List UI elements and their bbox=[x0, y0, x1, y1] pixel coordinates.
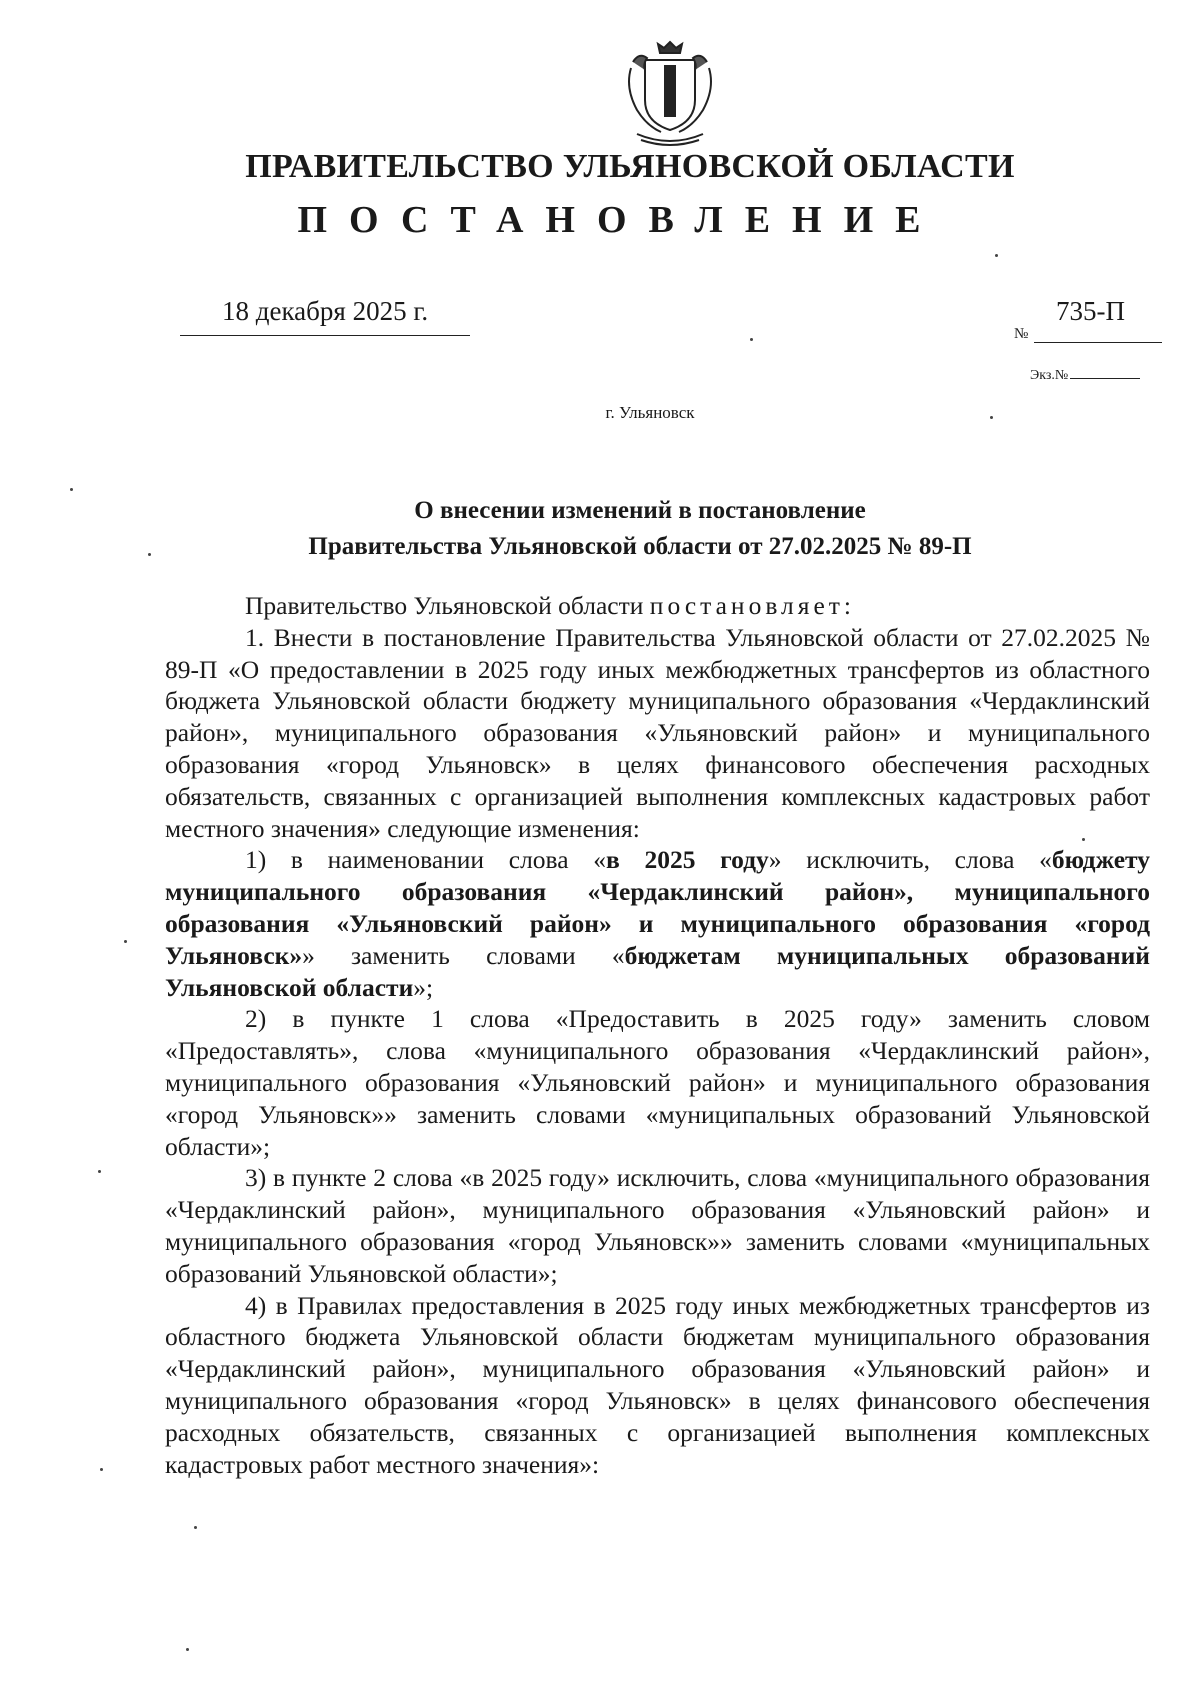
scan-speck bbox=[750, 338, 753, 341]
scan-speck bbox=[990, 416, 993, 419]
p2-text-e: » заменить словами « bbox=[302, 940, 625, 970]
paragraph-1-1 bbox=[165, 844, 1150, 1003]
p2-text-a: 1) в наименовании слова « bbox=[245, 845, 607, 875]
date-underline bbox=[180, 335, 470, 336]
p2-text-c: » исключить, слова « bbox=[768, 845, 1052, 875]
paragraph-1: 1. Внести в постановление Правительства Ульяновской области от 27.02.2025 № 89-П «О предоставлении в 2025 году иных межбюджетных трансфертов из областного бюджета Ульяновской области бюджету муниципального образования «Чердаклинский район», муниципального образования «Ульяновский район» и муниципального образования «город Ульяновск» в целях финансового обеспечения расходных обязательств, связанных с организацией выполнения комплексных кадастровых работ местного значения» следующие изменения: bbox=[165, 622, 1150, 843]
subject-line-1: О внесении изменений в постановление bbox=[414, 497, 866, 524]
scan-speck bbox=[194, 1526, 197, 1529]
paragraph-1-2: 2) в пункте 1 слова «Предоставить в 2025 году» заменить словом «Предоставлять», слова «муниципального образования «Чердаклинский район», муниципального образования «Ульяновский район» и муниципального образования «город Ульяновск»» заменить словами «муниципальных образований Ульяновской области»; bbox=[165, 1004, 1150, 1161]
number-underline bbox=[1034, 342, 1162, 343]
subject-line-2: Правительства Ульяновской области от 27.02.2025 № 89-П bbox=[308, 533, 972, 560]
scan-speck bbox=[100, 1468, 103, 1471]
scan-speck bbox=[148, 553, 151, 556]
scan-speck bbox=[186, 1648, 189, 1651]
coat-of-arms-icon bbox=[623, 38, 717, 148]
document-number: 735-П bbox=[1056, 296, 1125, 326]
copy-label: Экз.№ bbox=[1030, 368, 1069, 383]
copy-number-field bbox=[1030, 368, 1170, 384]
number-label: № bbox=[1014, 326, 1029, 342]
scan-speck bbox=[995, 254, 998, 257]
intro-verb: постановляет: bbox=[649, 591, 856, 620]
document-date: 18 декабря 2025 г. bbox=[222, 296, 429, 326]
intro-paragraph bbox=[165, 590, 1150, 622]
document-subject bbox=[200, 493, 1080, 565]
government-title: ПРАВИТЕЛЬСТВО УЛЬЯНОВСКОЙ ОБЛАСТИ bbox=[245, 148, 1015, 185]
copy-underline bbox=[1070, 378, 1140, 379]
scan-speck bbox=[98, 1170, 101, 1173]
p2-bold-b: в 2025 году bbox=[606, 845, 769, 875]
date-field bbox=[180, 296, 470, 336]
scan-speck bbox=[124, 940, 127, 943]
paragraph-1-4: 4) в Правилах предоставления в 2025 году иных межбюджетных трансфертов из областного бюджета Ульяновской области бюджетам муниципального образования «Чердаклинский район», муниципального образования «Ульяновский район» и муниципального образования «город Ульяновск» в целях финансового обеспечения расходных обязательств, связанных с организацией выполнения комплексных кадастровых работ местного значения»: bbox=[165, 1290, 1150, 1479]
city: г. Ульяновск bbox=[605, 403, 695, 422]
p2-bold-d: бюджету муниципального образования «Чердаклинский район», муниципального образования «Ульяновский район» и муниципального образования «город Ульяновск» bbox=[165, 845, 1150, 970]
paragraph-1-3: 3) в пункте 2 слова «в 2025 году» исключить, слова «муниципального образования «Чердаклинский район», муниципального образования «Ульяновский район» и муниципального образования «город Ульяновск»» заменить словами «муниципальных образований Ульяновской области»; bbox=[165, 1163, 1150, 1288]
p2-bold-f: бюджетам муниципальных образований Ульяновской области bbox=[165, 940, 1150, 1002]
scan-speck bbox=[70, 488, 73, 491]
document-body bbox=[165, 590, 1150, 1480]
p2-text-g: »; bbox=[413, 972, 434, 1002]
document-type-title: ПОСТАНОВЛЕНИЕ bbox=[297, 199, 943, 241]
intro-subject: Правительство Ульяновской области bbox=[245, 591, 644, 620]
scan-speck bbox=[1082, 838, 1085, 841]
